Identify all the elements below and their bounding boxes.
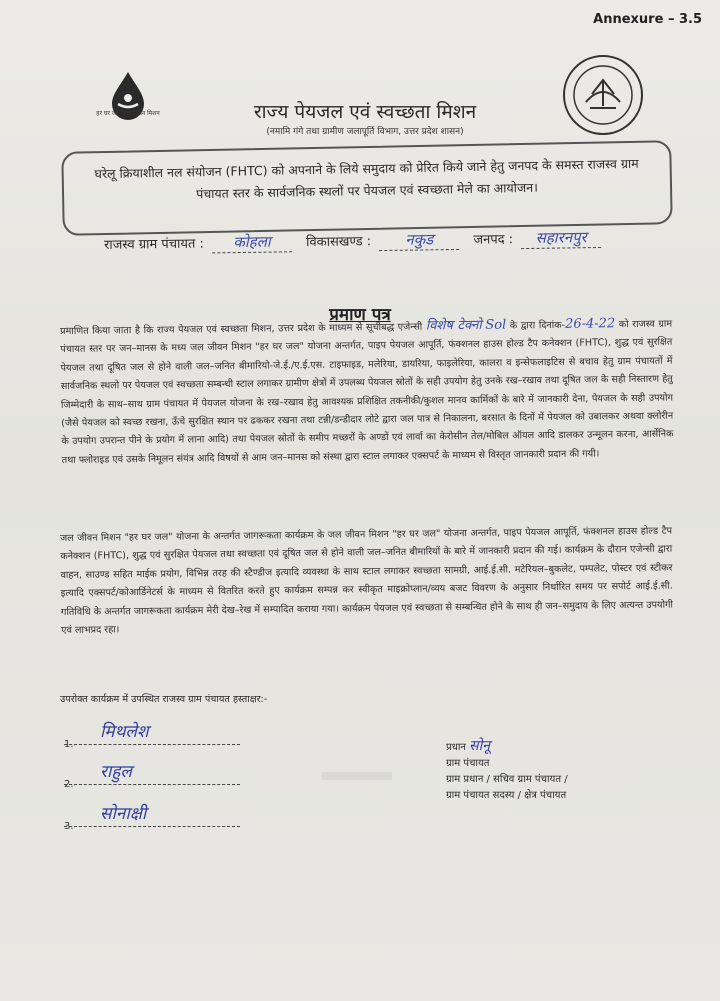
event-banner	[61, 140, 673, 236]
attendee-number: 3.	[64, 821, 74, 832]
attendees-label: उपरोक्त कार्यक्रम में उपस्थित राजस्व ग्राम पंचायत हस्ताक्षर:-	[60, 694, 268, 705]
attendee-name: सोनाक्षी	[100, 804, 147, 824]
banner-text: घरेलू क्रियाशील नल संयोजन (FHTC) को अपनाने के लिये समुदाय को प्रेरित किये जाने हेतु जनपद के समस्त राजस्व ग्राम पंचायत स्तर के सार्वजनिक स्थलों पर पेयजल एवं स्वच्छता मेले का आयोजन।	[94, 155, 639, 202]
uttar-pradesh-government-seal-icon	[562, 54, 644, 136]
date-handwritten: 26-4-22	[564, 316, 616, 332]
water-drop-logo-icon	[98, 70, 158, 130]
attendee-number: 2.	[64, 779, 74, 790]
certificate-paragraph-2: जल जीवन मिशन "हर घर जल" योजना के अन्तर्गत जागरूकता कार्यक्रम के जल जीवन मिशन "हर घर जल" योजना अन्तर्गत, पाइप पेयजल आपूर्ति, फंक्शनल हाउस होल्ड टैप कनेक्शन (FHTC), शुद्ध एवं सुरक्षित पेयजल तथा स्वच्छता एवं दूषित जल से होने वाली जल–जनित बीमारियों के बारे में जानकारी प्रदान की गई। कार्यक्रम के दौरान एजेन्सी द्वारा वाहन, साउण्ड सहित माईक प्रयोग, विभिन्न तरह की स्टैण्डीज इत्यादि व्यवस्था के साथ स्टाल लगाकर स्वच्छता सामग्री, आई.ई.सी. मटेरियल–बुकलेट, पम्पलेट, पोस्टर एवं स्टीकर इत्यादि एक्सपर्ट/कोआर्डिनेटर्स के माध्यम से वितरित करते हुए कार्यक्रम सम्पन्न कर स्वीकृत माइक्रोप्लान/व्यय बजट विवरण के अनुसार निर्धारित समय पर सपोर्ट आई.ई.सी. गतिविधि के अन्तर्गत जागरूकता कार्यक्रम मेरी देख–रेख में सम्पादित कराया गया। कार्यक्रम पेयजल एवं स्वच्छता से सम्बन्धित होने के साथ ही जन–समुदाय के लिए अत्यन्त उपयोगी एवं लाभप्रद रहा।	[60, 525, 674, 637]
signatory-line-1: ग्राम पंचायत	[446, 758, 490, 769]
para1-before: प्रमाणित किया जाता है कि राज्य पेयजल एवं स्वच्छता मिशन, उत्तर प्रदेश के माध्यम से सूचीबद्ध एजेन्सी	[60, 321, 423, 337]
block-label: विकासखण्ड :	[306, 234, 372, 251]
district-value: सहारनपुर	[521, 227, 601, 249]
annexure-label: Annexure – 3.5	[593, 12, 702, 27]
pradhan-signature: सोनू	[469, 738, 491, 754]
org-title: राज्य पेयजल एवं स्वच्छता मिशन	[253, 101, 477, 123]
para1-mid: के द्वारा दिनांक-	[509, 319, 566, 332]
district-label: जनपद :	[473, 232, 514, 248]
para1-after: को राजस्व ग्राम पंचायत स्तर पर जन–मानस के मध्य जल जीवन मिशन "हर घर जल" योजना अन्तर्गत, पाइप पेयजल आपूर्ति, फंक्शनल हाउस होल्ड टैप कनेक्शन (FHTC), शुद्ध एवं सुरक्षित पेयजल तथा दूषित जल से होने वाली जल–जनित बीमारियो-जे.ई./ए.ई.एस. टाइफाइड, मलेरिया, डायरिया, फाइलेरिया, कालरा व इन्सेफलाइटिस से बचाव हेतु ग्राम पंचायतों में सार्वजनिक स्थलो पर पेयजल एवं स्वच्छता सम्बन्धी स्टाल लगाकर ग्रामीण क्षेत्रों में उपलब्ध पेयजल स्रोतों के सही उपयोग हेतु उनके रख–रखाव तथा दूषित जल के सही निस्तारण हेतु जिम्मेदारी के साथ–साथ ग्राम पंचायत में पेयजल योजना के रख–रखाव हेतु आवश्यक प्रशिक्षित तकनीकी/कुशल मानव कार्मिकों के बारे में जानकारी देना, पेयजल के सही उपयोग (जैसे पेयजल को स्वच्छ रखना, ऊँचे सुरक्षित स्थान पर ढककर रखना तथा टन्नी/डन्डीदार लोटे द्वारा जल पात्र से निकालना, बरसात के दिनों में पेयजल को उबालकर अथवा क्लोरीन के उपयोग उपरान्त पीने के प्रयोग में लाना आदि) तथा पेयजल स्रोतों के समीप मच्छरों के अण्डों एवं लार्वा का केरोसीन तेल/मोबिल ऑयल आदि डालकर उन्मूलन करना, आर्सेनिक तथा फ्लोराइड एवं उसके निमूलन संयंत्र आदि विषयों से आम जन–मानस को संस्था द्वारा स्टाल लगाकर एक्सपर्ट के माध्यम से विस्तृत जानकारी प्रदान की गयी।	[60, 318, 674, 466]
pradhan-row	[446, 738, 656, 756]
agency-handwritten: विशेष टेक्नो	[425, 317, 482, 334]
signatory-block	[446, 738, 656, 804]
attendee-signature-2	[64, 762, 240, 790]
attendee-signature-3	[64, 804, 240, 832]
logo-caption: हर घर जल जल जीवन मिशन	[96, 110, 160, 117]
signatory-line-3: ग्राम पंचायत सदस्य / क्षेत्र पंचायत	[446, 790, 567, 801]
certificate-title: प्रमाण पत्र	[329, 305, 391, 325]
attendee-name: राहुल	[100, 762, 132, 782]
block-value: नकुड	[379, 229, 459, 251]
org-subtitle: (नमामि गंगे तथा ग्रामीण जलापूर्ति विभाग, उत्तर प्रदेश शासन)	[266, 127, 464, 137]
attendee-number: 1.	[64, 739, 74, 750]
certificate-paragraph-1	[60, 315, 674, 471]
attendee-name: मिथलेश	[100, 722, 149, 742]
faint-stamp	[322, 772, 392, 780]
attendee-signature-1	[64, 722, 240, 750]
agency-handwritten-prefix: Sol	[485, 317, 507, 333]
gram-panchayat-value: कोहला	[212, 231, 292, 253]
pradhan-label: प्रधान	[446, 742, 466, 753]
gram-panchayat-label: राजस्व ग्राम पंचायत :	[103, 236, 204, 253]
signatory-line-2: ग्राम प्रधान / सचिव ग्राम पंचायत /	[446, 774, 568, 785]
